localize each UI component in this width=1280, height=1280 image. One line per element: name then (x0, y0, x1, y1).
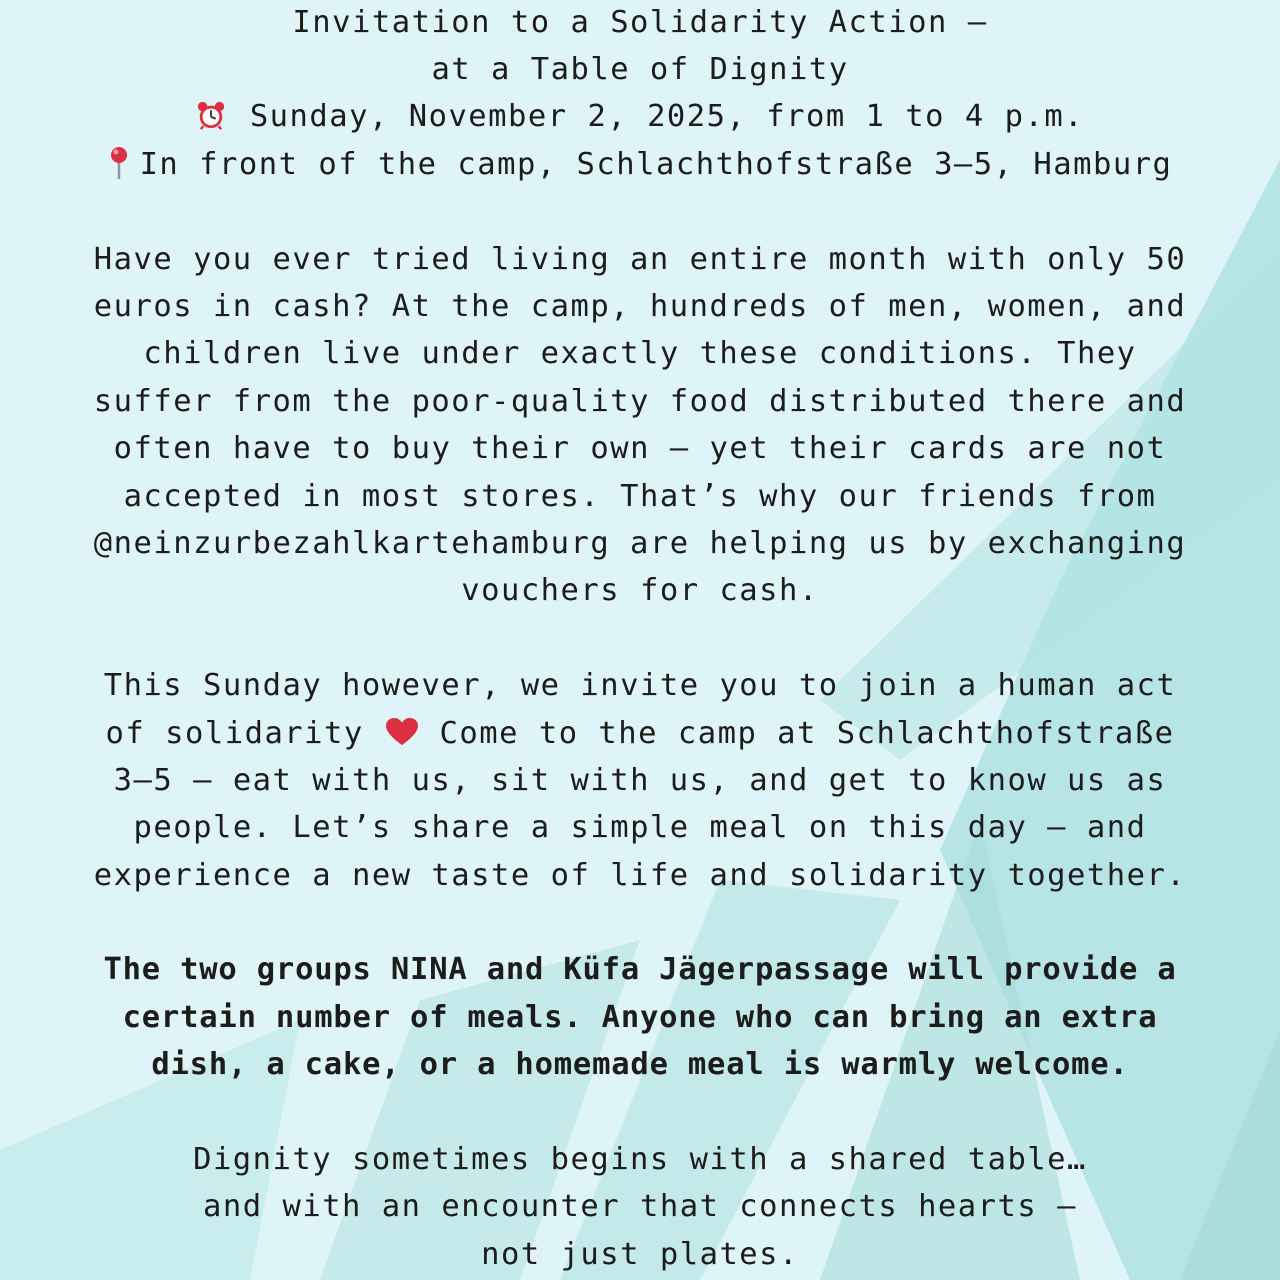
highlight-line: certain number of meals. Anyone who can bring an extra (122, 1000, 1158, 1035)
paragraph-2-line: people. Let’s share a simple meal on this day – and (133, 810, 1147, 845)
title-line-1: Invitation to a Solidarity Action – (292, 5, 988, 40)
highlight-line: dish, a cake, or a homemade meal is warmly welcome. (151, 1047, 1129, 1082)
paragraph-1-line: euros in cash? At the camp, hundreds of men, women, and (93, 289, 1187, 324)
date-line (40, 97, 1240, 137)
paragraph-1-line: Have you ever tried living an entire month with only 50 (93, 242, 1187, 277)
closing-line: and with an encounter that connects hearts – (203, 1189, 1077, 1224)
paragraph-2-line: experience a new taste of life and solidarity together. (93, 858, 1187, 893)
paragraph-2-text: Come to the camp at Schlachthofstraße (439, 716, 1175, 751)
paragraph-1-line: vouchers for cash. (461, 573, 819, 608)
alarm-clock-icon (196, 100, 226, 130)
paragraph-1-line: @neinzurbezahlkartehamburg are helping us by exchanging (93, 526, 1187, 561)
location-text: In front of the camp, Schlachthofstraße 3–5, Hamburg (139, 147, 1173, 182)
paragraph-2-line: This Sunday however, we invite you to join a human act (103, 668, 1177, 703)
paragraph-2-heart-line (40, 714, 1240, 754)
paragraph-2-line: 3–5 – eat with us, sit with us, and get to know us as (113, 763, 1167, 798)
paragraph-1-line: often have to buy their own – yet their cards are not (113, 431, 1167, 466)
paragraph-2-text: of solidarity (105, 716, 364, 751)
closing-line: not just plates. (481, 1237, 799, 1272)
paragraph-1-line: suffer from the poor-quality food distributed there and (93, 384, 1187, 419)
round-pushpin-icon (108, 146, 130, 180)
date-text: Sunday, November 2, 2025, from 1 to 4 p.m. (249, 99, 1085, 134)
location-line (40, 145, 1240, 185)
highlight-line: The two groups NINA and Küfa Jägerpassage will provide a (103, 952, 1177, 987)
closing-line: Dignity sometimes begins with a shared table… (193, 1142, 1087, 1177)
title-line-2: at a Table of Dignity (431, 52, 849, 87)
red-heart-icon (384, 717, 420, 747)
paragraph-1-line: children live under exactly these conditions. They (143, 336, 1137, 371)
paragraph-1-line: accepted in most stores. That’s why our friends from (123, 479, 1157, 514)
